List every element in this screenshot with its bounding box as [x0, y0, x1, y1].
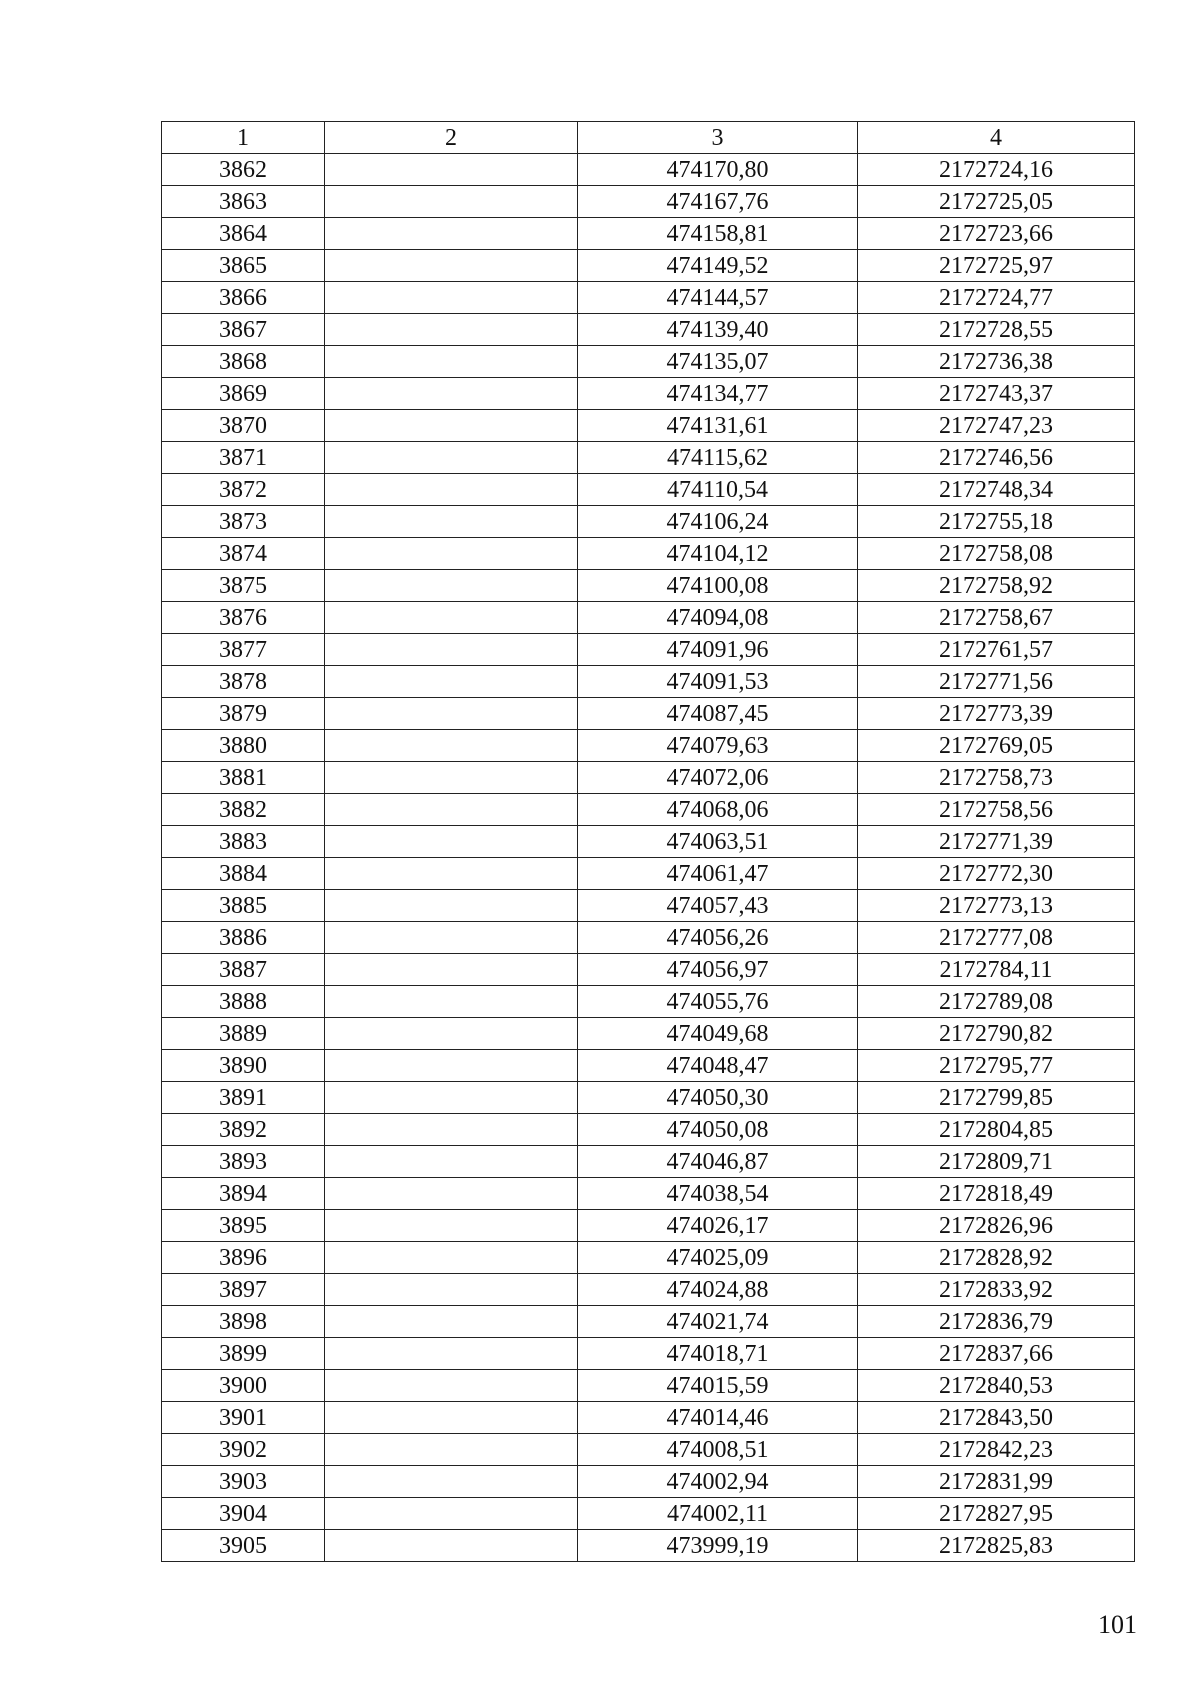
x-coordinate-cell: 474149,52 [578, 250, 858, 282]
table-row [162, 506, 1135, 538]
table-row [162, 410, 1135, 442]
table-row [162, 1306, 1135, 1338]
x-coordinate-cell: 474014,46 [578, 1402, 858, 1434]
y-coordinate-cell: 2172736,38 [858, 346, 1135, 378]
point-number-cell: 3905 [162, 1530, 325, 1562]
point-number-cell: 3871 [162, 442, 325, 474]
table-row [162, 154, 1135, 186]
point-number-cell: 3891 [162, 1082, 325, 1114]
point-number-cell: 3899 [162, 1338, 325, 1370]
x-coordinate-cell: 474048,47 [578, 1050, 858, 1082]
y-coordinate-cell: 2172771,39 [858, 826, 1135, 858]
table-row [162, 1498, 1135, 1530]
empty-cell [325, 218, 578, 250]
y-coordinate-cell: 2172790,82 [858, 1018, 1135, 1050]
x-coordinate-cell: 474038,54 [578, 1178, 858, 1210]
point-number-cell: 3903 [162, 1466, 325, 1498]
x-coordinate-cell: 474002,94 [578, 1466, 858, 1498]
header-cell-2: 2 [325, 122, 578, 154]
table-row [162, 602, 1135, 634]
y-coordinate-cell: 2172789,08 [858, 986, 1135, 1018]
point-number-cell: 3882 [162, 794, 325, 826]
point-number-cell: 3901 [162, 1402, 325, 1434]
table-row [162, 954, 1135, 986]
empty-cell [325, 1338, 578, 1370]
point-number-cell: 3864 [162, 218, 325, 250]
table-row [162, 378, 1135, 410]
x-coordinate-cell: 474072,06 [578, 762, 858, 794]
y-coordinate-cell: 2172747,23 [858, 410, 1135, 442]
empty-cell [325, 474, 578, 506]
point-number-cell: 3876 [162, 602, 325, 634]
point-number-cell: 3878 [162, 666, 325, 698]
y-coordinate-cell: 2172826,96 [858, 1210, 1135, 1242]
empty-cell [325, 314, 578, 346]
y-coordinate-cell: 2172758,56 [858, 794, 1135, 826]
empty-cell [325, 890, 578, 922]
point-number-cell: 3886 [162, 922, 325, 954]
y-coordinate-cell: 2172837,66 [858, 1338, 1135, 1370]
header-cell-1: 1 [162, 122, 325, 154]
point-number-cell: 3895 [162, 1210, 325, 1242]
point-number-cell: 3870 [162, 410, 325, 442]
x-coordinate-cell: 474046,87 [578, 1146, 858, 1178]
table-row [162, 1082, 1135, 1114]
empty-cell [325, 858, 578, 890]
table-header [162, 122, 1135, 154]
empty-cell [325, 794, 578, 826]
table-row [162, 986, 1135, 1018]
point-number-cell: 3885 [162, 890, 325, 922]
point-number-cell: 3890 [162, 1050, 325, 1082]
y-coordinate-cell: 2172784,11 [858, 954, 1135, 986]
point-number-cell: 3902 [162, 1434, 325, 1466]
empty-cell [325, 1274, 578, 1306]
x-coordinate-cell: 474021,74 [578, 1306, 858, 1338]
point-number-cell: 3893 [162, 1146, 325, 1178]
table-row [162, 442, 1135, 474]
x-coordinate-cell: 474158,81 [578, 218, 858, 250]
y-coordinate-cell: 2172828,92 [858, 1242, 1135, 1274]
x-coordinate-cell: 474167,76 [578, 186, 858, 218]
y-coordinate-cell: 2172743,37 [858, 378, 1135, 410]
x-coordinate-cell: 474008,51 [578, 1434, 858, 1466]
x-coordinate-cell: 474015,59 [578, 1370, 858, 1402]
x-coordinate-cell: 474091,53 [578, 666, 858, 698]
y-coordinate-cell: 2172842,23 [858, 1434, 1135, 1466]
empty-cell [325, 250, 578, 282]
table-row [162, 218, 1135, 250]
table-row [162, 1370, 1135, 1402]
y-coordinate-cell: 2172771,56 [858, 666, 1135, 698]
point-number-cell: 3862 [162, 154, 325, 186]
header-cell-4: 4 [858, 122, 1135, 154]
point-number-cell: 3887 [162, 954, 325, 986]
x-coordinate-cell: 474018,71 [578, 1338, 858, 1370]
point-number-cell: 3877 [162, 634, 325, 666]
y-coordinate-cell: 2172843,50 [858, 1402, 1135, 1434]
table-row [162, 1466, 1135, 1498]
y-coordinate-cell: 2172758,73 [858, 762, 1135, 794]
point-number-cell: 3879 [162, 698, 325, 730]
point-number-cell: 3900 [162, 1370, 325, 1402]
table-row [162, 666, 1135, 698]
point-number-cell: 3894 [162, 1178, 325, 1210]
table-row [162, 1018, 1135, 1050]
x-coordinate-cell: 474057,43 [578, 890, 858, 922]
point-number-cell: 3883 [162, 826, 325, 858]
table-row [162, 1338, 1135, 1370]
table-row [162, 538, 1135, 570]
point-number-cell: 3880 [162, 730, 325, 762]
empty-cell [325, 1242, 578, 1274]
table-row [162, 762, 1135, 794]
x-coordinate-cell: 474131,61 [578, 410, 858, 442]
header-cell-3: 3 [578, 122, 858, 154]
table-row [162, 1242, 1135, 1274]
x-coordinate-cell: 474056,26 [578, 922, 858, 954]
table-row [162, 346, 1135, 378]
empty-cell [325, 602, 578, 634]
point-number-cell: 3868 [162, 346, 325, 378]
empty-cell [325, 1146, 578, 1178]
empty-cell [325, 1498, 578, 1530]
empty-cell [325, 1530, 578, 1562]
point-number-cell: 3863 [162, 186, 325, 218]
point-number-cell: 3896 [162, 1242, 325, 1274]
empty-cell [325, 954, 578, 986]
y-coordinate-cell: 2172724,16 [858, 154, 1135, 186]
table-row [162, 1210, 1135, 1242]
y-coordinate-cell: 2172827,95 [858, 1498, 1135, 1530]
table-row [162, 282, 1135, 314]
table-row [162, 570, 1135, 602]
y-coordinate-cell: 2172836,79 [858, 1306, 1135, 1338]
x-coordinate-cell: 474104,12 [578, 538, 858, 570]
table-row [162, 858, 1135, 890]
x-coordinate-cell: 474100,08 [578, 570, 858, 602]
y-coordinate-cell: 2172758,08 [858, 538, 1135, 570]
empty-cell [325, 1114, 578, 1146]
x-coordinate-cell: 474079,63 [578, 730, 858, 762]
empty-cell [325, 666, 578, 698]
x-coordinate-cell: 474068,06 [578, 794, 858, 826]
x-coordinate-cell: 474026,17 [578, 1210, 858, 1242]
x-coordinate-cell: 474050,30 [578, 1082, 858, 1114]
x-coordinate-cell: 474055,76 [578, 986, 858, 1018]
empty-cell [325, 1306, 578, 1338]
x-coordinate-cell: 474049,68 [578, 1018, 858, 1050]
y-coordinate-cell: 2172840,53 [858, 1370, 1135, 1402]
empty-cell [325, 826, 578, 858]
y-coordinate-cell: 2172795,77 [858, 1050, 1135, 1082]
empty-cell [325, 442, 578, 474]
x-coordinate-cell: 474087,45 [578, 698, 858, 730]
x-coordinate-cell: 473999,19 [578, 1530, 858, 1562]
table-row [162, 730, 1135, 762]
table-row [162, 826, 1135, 858]
y-coordinate-cell: 2172769,05 [858, 730, 1135, 762]
table-row [162, 1178, 1135, 1210]
x-coordinate-cell: 474139,40 [578, 314, 858, 346]
empty-cell [325, 1050, 578, 1082]
table-row [162, 1146, 1135, 1178]
y-coordinate-cell: 2172799,85 [858, 1082, 1135, 1114]
x-coordinate-cell: 474091,96 [578, 634, 858, 666]
empty-cell [325, 1402, 578, 1434]
x-coordinate-cell: 474115,62 [578, 442, 858, 474]
y-coordinate-cell: 2172724,77 [858, 282, 1135, 314]
x-coordinate-cell: 474110,54 [578, 474, 858, 506]
y-coordinate-cell: 2172818,49 [858, 1178, 1135, 1210]
point-number-cell: 3897 [162, 1274, 325, 1306]
point-number-cell: 3865 [162, 250, 325, 282]
empty-cell [325, 378, 578, 410]
empty-cell [325, 1466, 578, 1498]
y-coordinate-cell: 2172777,08 [858, 922, 1135, 954]
y-coordinate-cell: 2172758,92 [858, 570, 1135, 602]
empty-cell [325, 346, 578, 378]
x-coordinate-cell: 474106,24 [578, 506, 858, 538]
y-coordinate-cell: 2172758,67 [858, 602, 1135, 634]
y-coordinate-cell: 2172728,55 [858, 314, 1135, 346]
point-number-cell: 3892 [162, 1114, 325, 1146]
x-coordinate-cell: 474056,97 [578, 954, 858, 986]
empty-cell [325, 762, 578, 794]
table-row [162, 1050, 1135, 1082]
empty-cell [325, 410, 578, 442]
x-coordinate-cell: 474025,09 [578, 1242, 858, 1274]
x-coordinate-cell: 474144,57 [578, 282, 858, 314]
table-row [162, 1274, 1135, 1306]
empty-cell [325, 1370, 578, 1402]
coordinates-table [161, 121, 1135, 1562]
y-coordinate-cell: 2172725,97 [858, 250, 1135, 282]
x-coordinate-cell: 474134,77 [578, 378, 858, 410]
point-number-cell: 3898 [162, 1306, 325, 1338]
table-row [162, 250, 1135, 282]
y-coordinate-cell: 2172761,57 [858, 634, 1135, 666]
empty-cell [325, 986, 578, 1018]
y-coordinate-cell: 2172772,30 [858, 858, 1135, 890]
table-row [162, 474, 1135, 506]
page-number: 101 [1098, 1610, 1137, 1639]
x-coordinate-cell: 474063,51 [578, 826, 858, 858]
empty-cell [325, 538, 578, 570]
y-coordinate-cell: 2172746,56 [858, 442, 1135, 474]
table-row [162, 1402, 1135, 1434]
table-row [162, 314, 1135, 346]
point-number-cell: 3904 [162, 1498, 325, 1530]
table-row [162, 634, 1135, 666]
x-coordinate-cell: 474170,80 [578, 154, 858, 186]
empty-cell [325, 506, 578, 538]
table-row [162, 186, 1135, 218]
empty-cell [325, 282, 578, 314]
point-number-cell: 3867 [162, 314, 325, 346]
x-coordinate-cell: 474024,88 [578, 1274, 858, 1306]
y-coordinate-cell: 2172825,83 [858, 1530, 1135, 1562]
empty-cell [325, 1178, 578, 1210]
x-coordinate-cell: 474002,11 [578, 1498, 858, 1530]
y-coordinate-cell: 2172723,66 [858, 218, 1135, 250]
empty-cell [325, 922, 578, 954]
x-coordinate-cell: 474094,08 [578, 602, 858, 634]
point-number-cell: 3884 [162, 858, 325, 890]
x-coordinate-cell: 474061,47 [578, 858, 858, 890]
y-coordinate-cell: 2172773,13 [858, 890, 1135, 922]
y-coordinate-cell: 2172809,71 [858, 1146, 1135, 1178]
y-coordinate-cell: 2172804,85 [858, 1114, 1135, 1146]
empty-cell [325, 570, 578, 602]
point-number-cell: 3869 [162, 378, 325, 410]
y-coordinate-cell: 2172833,92 [858, 1274, 1135, 1306]
table-row [162, 1530, 1135, 1562]
empty-cell [325, 634, 578, 666]
y-coordinate-cell: 2172831,99 [858, 1466, 1135, 1498]
empty-cell [325, 1434, 578, 1466]
empty-cell [325, 1082, 578, 1114]
empty-cell [325, 730, 578, 762]
point-number-cell: 3866 [162, 282, 325, 314]
table-row [162, 890, 1135, 922]
y-coordinate-cell: 2172773,39 [858, 698, 1135, 730]
table-body [162, 154, 1135, 1562]
empty-cell [325, 1210, 578, 1242]
point-number-cell: 3888 [162, 986, 325, 1018]
empty-cell [325, 154, 578, 186]
empty-cell [325, 186, 578, 218]
point-number-cell: 3889 [162, 1018, 325, 1050]
point-number-cell: 3872 [162, 474, 325, 506]
point-number-cell: 3874 [162, 538, 325, 570]
x-coordinate-cell: 474050,08 [578, 1114, 858, 1146]
y-coordinate-cell: 2172755,18 [858, 506, 1135, 538]
x-coordinate-cell: 474135,07 [578, 346, 858, 378]
table-row [162, 794, 1135, 826]
table-row [162, 1434, 1135, 1466]
table-row [162, 922, 1135, 954]
y-coordinate-cell: 2172748,34 [858, 474, 1135, 506]
point-number-cell: 3873 [162, 506, 325, 538]
y-coordinate-cell: 2172725,05 [858, 186, 1135, 218]
table-row [162, 1114, 1135, 1146]
point-number-cell: 3875 [162, 570, 325, 602]
empty-cell [325, 1018, 578, 1050]
header-row [162, 122, 1135, 154]
point-number-cell: 3881 [162, 762, 325, 794]
empty-cell [325, 698, 578, 730]
table-row [162, 698, 1135, 730]
